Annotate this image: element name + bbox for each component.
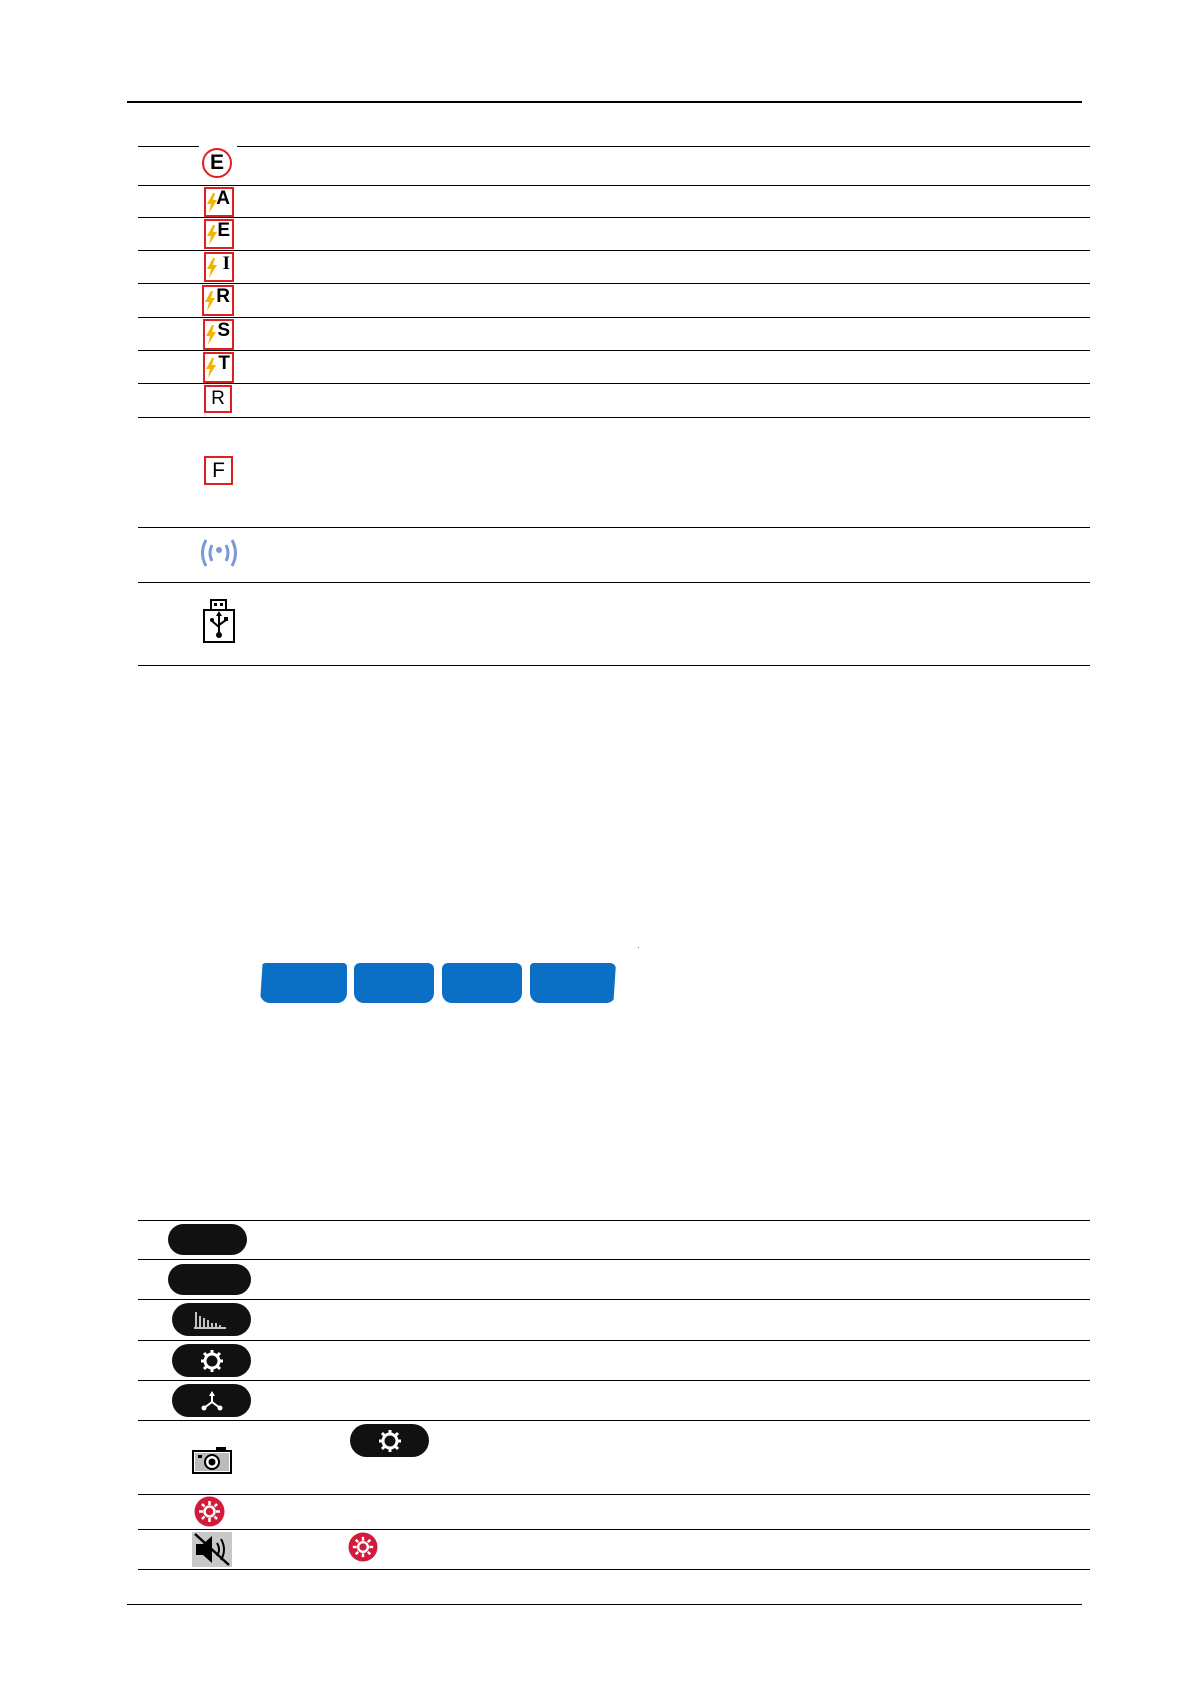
camera-icon — [192, 1446, 232, 1474]
wireless-icon — [198, 536, 240, 570]
inline-red-gear-icon — [348, 1532, 378, 1562]
inline-settings-key-icon — [350, 1424, 429, 1457]
histogram-key-icon[interactable] — [172, 1303, 251, 1336]
share-key-icon[interactable] — [172, 1384, 251, 1417]
boxed-f-icon: F — [204, 456, 233, 485]
mute-icon — [192, 1532, 232, 1567]
function-key-1[interactable] — [260, 963, 347, 1003]
red-gear-icon — [194, 1496, 225, 1527]
function-key-4[interactable] — [530, 963, 616, 1003]
circle-e-icon: E — [202, 148, 232, 178]
bolt-a-icon: A — [204, 187, 234, 217]
boxed-r-icon: R — [204, 385, 232, 413]
bolt-e-icon: E — [204, 219, 234, 249]
function-key-2[interactable] — [354, 963, 434, 1003]
header-rule — [127, 101, 1082, 103]
blank-pill-key-2[interactable] — [168, 1264, 251, 1295]
tiny-dot — [638, 947, 639, 948]
footer-rule — [127, 1604, 1082, 1605]
bolt-i-icon: I — [204, 252, 234, 282]
settings-key-icon[interactable] — [172, 1344, 251, 1377]
blank-pill-key-1[interactable] — [168, 1224, 247, 1255]
bolt-r-icon: R — [202, 285, 234, 316]
function-key-3[interactable] — [442, 963, 522, 1003]
bolt-t-icon: T — [203, 352, 234, 383]
usb-stick-icon — [202, 599, 236, 644]
bolt-s-icon: S — [203, 319, 234, 350]
